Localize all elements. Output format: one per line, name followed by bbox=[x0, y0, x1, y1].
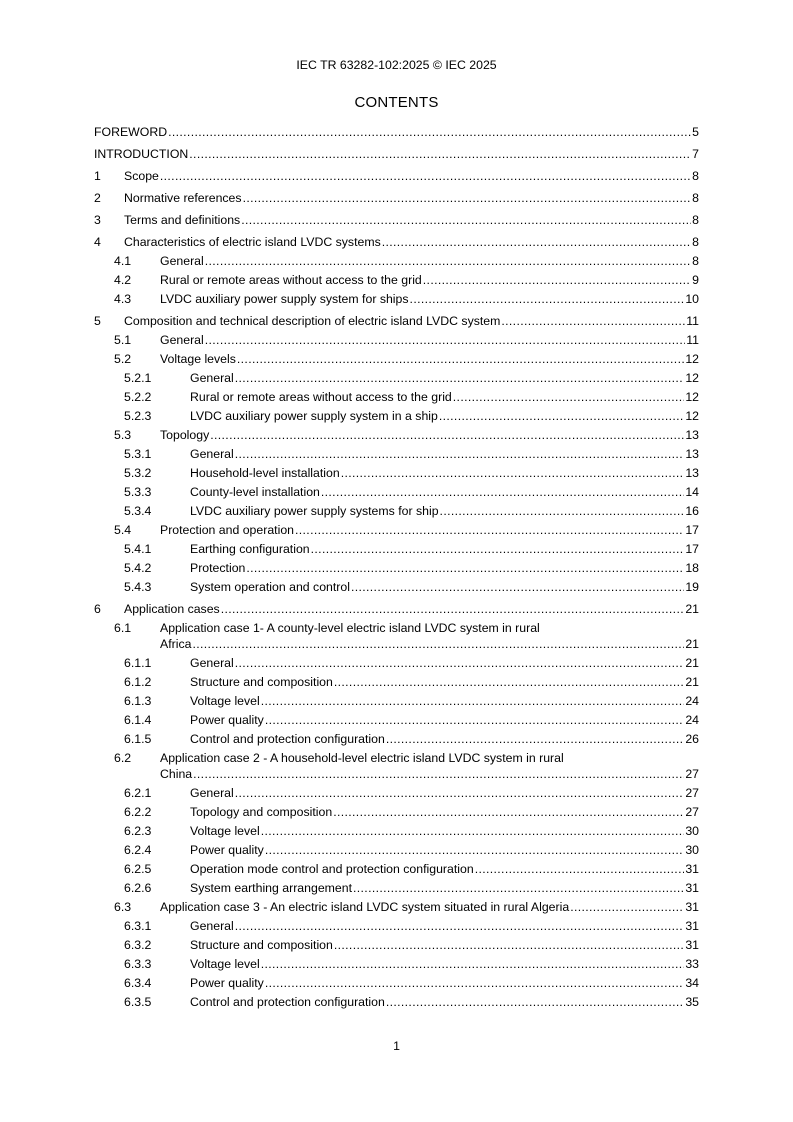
toc-entry[interactable] bbox=[94, 675, 699, 690]
toc-entry[interactable] bbox=[94, 485, 699, 500]
dot-leader bbox=[334, 675, 684, 690]
toc-entry-title: Application case 2 - A household-level electric island LVDC system in rural bbox=[160, 751, 564, 765]
toc-entry-number: 6.2.4 bbox=[124, 843, 152, 857]
toc-entry-title: Protection bbox=[190, 561, 246, 575]
toc-page-number: 24 bbox=[685, 713, 699, 727]
toc-entry-title: Normative references bbox=[124, 191, 242, 205]
toc-entry[interactable] bbox=[94, 751, 699, 766]
toc-entry-title: Power quality bbox=[190, 976, 264, 990]
toc-entry[interactable] bbox=[94, 466, 699, 481]
dot-leader bbox=[168, 125, 691, 140]
toc-entry[interactable] bbox=[94, 580, 699, 595]
dot-leader bbox=[241, 213, 691, 228]
table-of-contents bbox=[94, 125, 699, 1010]
dot-leader bbox=[333, 805, 684, 820]
toc-entry[interactable] bbox=[94, 314, 699, 329]
toc-entry[interactable] bbox=[94, 621, 699, 636]
dot-leader bbox=[334, 938, 684, 953]
toc-entry-number: 1 bbox=[94, 169, 101, 183]
toc-entry-title: LVDC auxiliary power supply systems for ship bbox=[190, 504, 439, 518]
toc-entry-title: System earthing arrangement bbox=[190, 881, 352, 895]
toc-entry-number: 4.2 bbox=[114, 273, 132, 287]
toc-entry[interactable] bbox=[94, 694, 699, 709]
toc-entry-number: 6.3 bbox=[114, 900, 132, 914]
dot-leader bbox=[235, 447, 685, 462]
toc-page-number: 11 bbox=[686, 333, 699, 347]
toc-entry-number: 6.2.1 bbox=[124, 786, 152, 800]
toc-page-number: 21 bbox=[685, 602, 699, 616]
toc-page-number: 10 bbox=[685, 292, 699, 306]
dot-leader bbox=[265, 713, 684, 728]
toc-entry-number: 3 bbox=[94, 213, 101, 227]
toc-page-number: 19 bbox=[685, 580, 699, 594]
toc-entry[interactable] bbox=[94, 333, 699, 348]
toc-page-number: 27 bbox=[685, 786, 699, 800]
toc-entry-number: 6.3.4 bbox=[124, 976, 152, 990]
toc-page-number: 12 bbox=[685, 409, 699, 423]
toc-page-number: 21 bbox=[685, 675, 699, 689]
toc-entry-number: 6.1.4 bbox=[124, 713, 152, 727]
toc-entry-number: 5.2.3 bbox=[124, 409, 152, 423]
toc-entry-number: 6.1.3 bbox=[124, 694, 152, 708]
toc-entry-number: 5.3.1 bbox=[124, 447, 152, 461]
toc-entry-number: 5.3.3 bbox=[124, 485, 152, 499]
toc-entry-title: Operation mode control and protection configuration bbox=[190, 862, 474, 876]
toc-entry-number: 6.1 bbox=[114, 621, 132, 635]
toc-page-number: 8 bbox=[692, 235, 699, 249]
toc-entry-title: General bbox=[160, 333, 204, 347]
toc-page-number: 31 bbox=[685, 900, 699, 914]
toc-page-number: 8 bbox=[692, 213, 699, 227]
toc-entry[interactable] bbox=[94, 824, 699, 839]
toc-entry-continuation[interactable] bbox=[94, 637, 699, 652]
toc-entry-title-continued: Africa bbox=[160, 637, 192, 651]
toc-entry[interactable] bbox=[94, 254, 699, 269]
toc-entry-number: 4.1 bbox=[114, 254, 132, 268]
dot-leader bbox=[189, 147, 691, 162]
dot-leader bbox=[265, 976, 684, 991]
toc-entry-number: 5.4 bbox=[114, 523, 132, 537]
toc-entry-number: 5.3 bbox=[114, 428, 132, 442]
toc-page-number: 30 bbox=[685, 824, 699, 838]
dot-leader bbox=[192, 637, 684, 652]
toc-entry-title: Power quality bbox=[190, 843, 264, 857]
toc-entry-number: 6.1.1 bbox=[124, 656, 152, 670]
toc-entry-number: 6.2 bbox=[114, 751, 132, 765]
toc-entry-title-continued: China bbox=[160, 767, 193, 781]
dot-leader bbox=[235, 919, 685, 934]
toc-entry[interactable] bbox=[94, 900, 699, 915]
toc-page-number: 12 bbox=[685, 371, 699, 385]
toc-entry[interactable] bbox=[94, 542, 699, 557]
toc-page-number: 8 bbox=[692, 254, 699, 268]
dot-leader bbox=[501, 314, 685, 329]
toc-entry[interactable] bbox=[94, 957, 699, 972]
toc-page-number: 7 bbox=[692, 147, 699, 161]
toc-entry-number: 5.2.2 bbox=[124, 390, 152, 404]
toc-page-number: 33 bbox=[685, 957, 699, 971]
toc-entry[interactable] bbox=[94, 352, 699, 367]
toc-entry-title: Rural or remote areas without access to the grid bbox=[160, 273, 422, 287]
toc-entry-number: 6.3.3 bbox=[124, 957, 152, 971]
toc-entry-number: 4.3 bbox=[114, 292, 132, 306]
toc-entry-continuation[interactable] bbox=[94, 767, 699, 782]
toc-page-number: 11 bbox=[686, 314, 699, 328]
toc-entry-title: General bbox=[190, 656, 234, 670]
toc-entry[interactable] bbox=[94, 862, 699, 877]
toc-entry[interactable] bbox=[94, 147, 699, 162]
toc-page-number: 21 bbox=[685, 637, 699, 651]
toc-page-number: 31 bbox=[685, 919, 699, 933]
toc-entry-number: 6.3.5 bbox=[124, 995, 152, 1009]
toc-page-number: 35 bbox=[685, 995, 699, 1009]
toc-entry[interactable] bbox=[94, 428, 699, 443]
toc-entry-number: 5.4.1 bbox=[124, 542, 152, 556]
toc-entry-title: Earthing configuration bbox=[190, 542, 310, 556]
toc-entry-title: Topology and composition bbox=[190, 805, 333, 819]
document-header: IEC TR 63282-102:2025 © IEC 2025 bbox=[296, 58, 497, 72]
toc-entry-number: 6.1.2 bbox=[124, 675, 152, 689]
toc-entry[interactable] bbox=[94, 602, 699, 617]
dot-leader bbox=[160, 169, 691, 184]
toc-entry[interactable] bbox=[94, 447, 699, 462]
toc-entry-number: 5.4.3 bbox=[124, 580, 152, 594]
toc-page-number: 34 bbox=[685, 976, 699, 990]
dot-leader bbox=[439, 409, 684, 424]
toc-entry-title: Composition and technical description of electric island LVDC system bbox=[124, 314, 501, 328]
dot-leader bbox=[341, 466, 685, 481]
toc-entry-title: County-level installation bbox=[190, 485, 320, 499]
dot-leader bbox=[321, 485, 684, 500]
toc-entry-title: INTRODUCTION bbox=[94, 147, 189, 161]
toc-entry[interactable] bbox=[94, 213, 699, 228]
toc-page-number: 24 bbox=[685, 694, 699, 708]
toc-entry-number: 6.3.1 bbox=[124, 919, 152, 933]
toc-entry-title: Application case 3 - An electric island LVDC system situated in rural Algeria bbox=[160, 900, 570, 914]
toc-entry[interactable] bbox=[94, 409, 699, 424]
toc-entry-number: 2 bbox=[94, 191, 101, 205]
toc-page-number: 13 bbox=[685, 466, 699, 480]
toc-page-number: 13 bbox=[685, 447, 699, 461]
dot-leader bbox=[243, 191, 692, 206]
dot-leader bbox=[235, 656, 685, 671]
toc-entry-number: 5.3.4 bbox=[124, 504, 152, 518]
toc-entry-title: Power quality bbox=[190, 713, 264, 727]
dot-leader bbox=[351, 580, 684, 595]
toc-page-number: 14 bbox=[685, 485, 699, 499]
toc-page-number: 17 bbox=[685, 523, 699, 537]
dot-leader bbox=[386, 995, 684, 1010]
dot-leader bbox=[246, 561, 684, 576]
dot-leader bbox=[453, 390, 685, 405]
dot-leader bbox=[410, 292, 685, 307]
toc-entry-number: 6 bbox=[94, 602, 101, 616]
toc-entry-title: Rural or remote areas without access to the grid bbox=[190, 390, 452, 404]
toc-entry[interactable] bbox=[94, 191, 699, 206]
dot-leader bbox=[353, 881, 684, 896]
toc-entry-number: 5.4.2 bbox=[124, 561, 152, 575]
toc-entry[interactable] bbox=[94, 523, 699, 538]
dot-leader bbox=[205, 254, 691, 269]
toc-entry-title: General bbox=[190, 447, 234, 461]
toc-entry-title: Application case 1- A county-level electric island LVDC system in rural bbox=[160, 621, 540, 635]
toc-page-number: 27 bbox=[685, 767, 699, 781]
toc-page-number: 12 bbox=[685, 390, 699, 404]
toc-entry-number: 6.2.6 bbox=[124, 881, 152, 895]
toc-entry-title: Topology bbox=[160, 428, 210, 442]
toc-page-number: 21 bbox=[685, 656, 699, 670]
toc-entry-title: Voltage level bbox=[190, 694, 260, 708]
dot-leader bbox=[210, 428, 684, 443]
toc-entry-title: Household-level installation bbox=[190, 466, 340, 480]
toc-entry[interactable] bbox=[94, 713, 699, 728]
toc-entry-title: Voltage level bbox=[190, 824, 260, 838]
toc-entry[interactable] bbox=[94, 976, 699, 991]
toc-page-number: 31 bbox=[685, 938, 699, 952]
toc-entry-title: Scope bbox=[124, 169, 159, 183]
toc-entry[interactable] bbox=[94, 292, 699, 307]
toc-entry-title: Characteristics of electric island LVDC systems bbox=[124, 235, 381, 249]
toc-page-number: 16 bbox=[685, 504, 699, 518]
toc-entry[interactable] bbox=[94, 938, 699, 953]
toc-entry-title: Structure and composition bbox=[190, 675, 333, 689]
toc-entry-title: General bbox=[190, 786, 234, 800]
page-number: 1 bbox=[393, 1039, 400, 1053]
toc-entry-title: Terms and definitions bbox=[124, 213, 241, 227]
toc-entry-title: Control and protection configuration bbox=[190, 995, 385, 1009]
dot-leader bbox=[235, 786, 685, 801]
dot-leader bbox=[382, 235, 691, 250]
toc-entry[interactable] bbox=[94, 843, 699, 858]
dot-leader bbox=[261, 694, 685, 709]
toc-entry-title: LVDC auxiliary power supply system in a ship bbox=[190, 409, 438, 423]
toc-entry[interactable] bbox=[94, 995, 699, 1010]
toc-page-number: 30 bbox=[685, 843, 699, 857]
toc-entry-title: General bbox=[160, 254, 204, 268]
toc-entry[interactable] bbox=[94, 732, 699, 747]
page-title: CONTENTS bbox=[354, 94, 439, 111]
toc-page-number: 26 bbox=[685, 732, 699, 746]
toc-entry-number: 5 bbox=[94, 314, 101, 328]
toc-entry[interactable] bbox=[94, 786, 699, 801]
toc-entry-number: 5.1 bbox=[114, 333, 132, 347]
toc-entry[interactable] bbox=[94, 371, 699, 386]
toc-entry[interactable] bbox=[94, 169, 699, 184]
toc-entry-title: Voltage level bbox=[190, 957, 260, 971]
toc-page-number: 13 bbox=[685, 428, 699, 442]
toc-entry[interactable] bbox=[94, 235, 699, 250]
dot-leader bbox=[237, 352, 684, 367]
toc-entry[interactable] bbox=[94, 881, 699, 896]
dot-leader bbox=[261, 824, 685, 839]
toc-page-number: 12 bbox=[685, 352, 699, 366]
dot-leader bbox=[570, 900, 684, 915]
dot-leader bbox=[265, 843, 684, 858]
toc-entry[interactable] bbox=[94, 805, 699, 820]
toc-entry-number: 6.2.5 bbox=[124, 862, 152, 876]
toc-page-number: 18 bbox=[685, 561, 699, 575]
dot-leader bbox=[295, 523, 684, 538]
toc-entry-number: 6.2.2 bbox=[124, 805, 152, 819]
toc-entry-number: 6.2.3 bbox=[124, 824, 152, 838]
toc-entry[interactable] bbox=[94, 390, 699, 405]
dot-leader bbox=[205, 333, 685, 348]
toc-entry-number: 4 bbox=[94, 235, 101, 249]
toc-page-number: 8 bbox=[692, 191, 699, 205]
toc-page-number: 17 bbox=[685, 542, 699, 556]
toc-entry-number: 6.1.5 bbox=[124, 732, 152, 746]
toc-entry-title: Structure and composition bbox=[190, 938, 333, 952]
toc-page-number: 31 bbox=[685, 862, 699, 876]
dot-leader bbox=[193, 767, 684, 782]
toc-entry-title: System operation and control bbox=[190, 580, 350, 594]
toc-entry-number: 6.3.2 bbox=[124, 938, 152, 952]
dot-leader bbox=[311, 542, 685, 557]
dot-leader bbox=[440, 504, 685, 519]
toc-page-number: 27 bbox=[685, 805, 699, 819]
dot-leader bbox=[235, 371, 685, 386]
toc-entry[interactable] bbox=[94, 125, 699, 140]
toc-entry[interactable] bbox=[94, 504, 699, 519]
toc-page-number: 8 bbox=[692, 169, 699, 183]
dot-leader bbox=[423, 273, 691, 288]
toc-entry[interactable] bbox=[94, 919, 699, 934]
toc-entry-title: Application cases bbox=[124, 602, 220, 616]
dot-leader bbox=[261, 957, 685, 972]
toc-entry-title: General bbox=[190, 371, 234, 385]
toc-entry-title: General bbox=[190, 919, 234, 933]
toc-entry-number: 5.2.1 bbox=[124, 371, 152, 385]
dot-leader bbox=[386, 732, 684, 747]
toc-entry[interactable] bbox=[94, 273, 699, 288]
toc-page-number: 5 bbox=[692, 125, 699, 139]
toc-entry-number: 5.2 bbox=[114, 352, 132, 366]
toc-entry-title: FOREWORD bbox=[94, 125, 168, 139]
dot-leader bbox=[475, 862, 685, 877]
toc-entry-title: Voltage levels bbox=[160, 352, 236, 366]
toc-entry-title: Protection and operation bbox=[160, 523, 294, 537]
toc-entry[interactable] bbox=[94, 656, 699, 671]
toc-page-number: 9 bbox=[692, 273, 699, 287]
toc-page-number: 31 bbox=[685, 881, 699, 895]
toc-entry-title: LVDC auxiliary power supply system for ships bbox=[160, 292, 409, 306]
toc-entry-title: Control and protection configuration bbox=[190, 732, 385, 746]
dot-leader bbox=[221, 602, 685, 617]
toc-entry[interactable] bbox=[94, 561, 699, 576]
toc-entry-number: 5.3.2 bbox=[124, 466, 152, 480]
